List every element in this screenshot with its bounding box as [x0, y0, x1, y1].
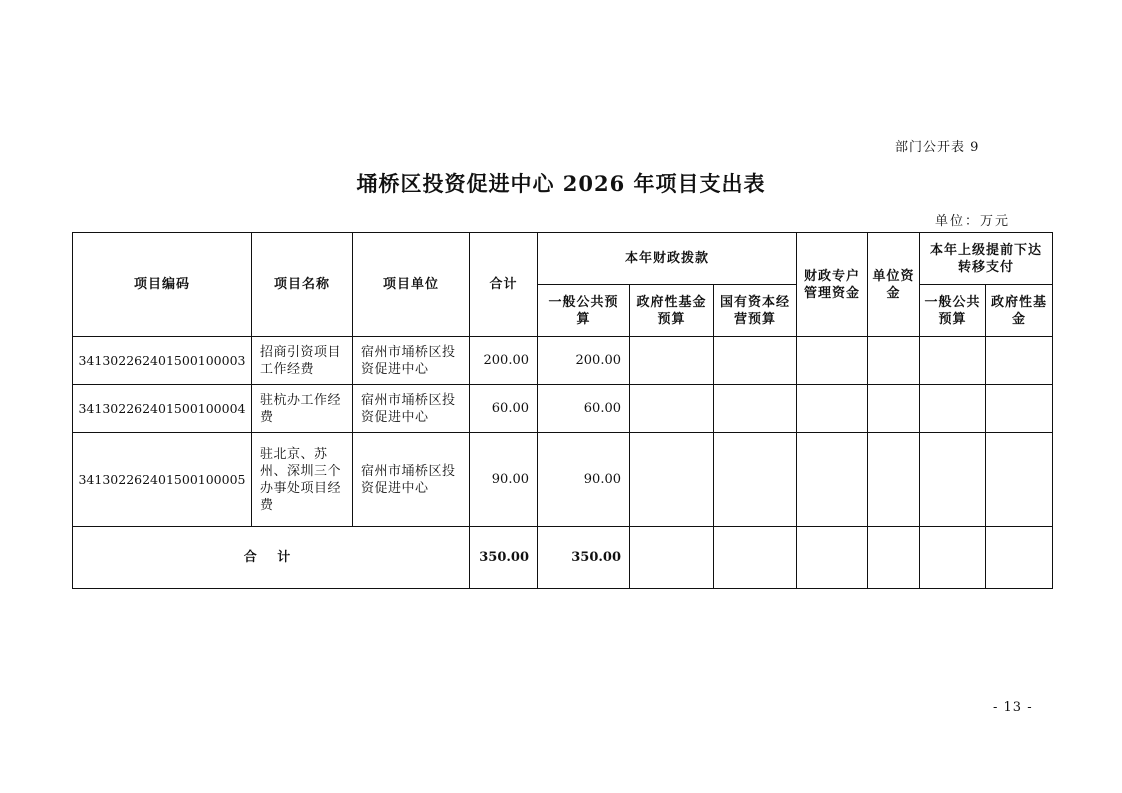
row-unit: 宿州市埇桥区投资促进中心 — [353, 337, 470, 385]
row-state-capital — [714, 337, 797, 385]
row-state-capital — [714, 385, 797, 433]
summary-special-account — [797, 527, 868, 589]
summary-total: 350.00 — [470, 527, 538, 589]
row-code: 341302262401500100003 — [73, 337, 252, 385]
row-general-budget: 90.00 — [538, 433, 630, 527]
row-gov-fund — [630, 433, 714, 527]
row-transfer-general — [920, 433, 986, 527]
summary-row — [73, 527, 1053, 589]
row-transfer-gov-fund — [986, 433, 1053, 527]
row-unit-funds — [868, 385, 920, 433]
table-label: 部门公开表 9 — [895, 140, 980, 155]
header-fiscal-group: 本年财政拨款 — [538, 233, 797, 285]
row-unit: 宿州市埇桥区投资促进中心 — [353, 433, 470, 527]
row-special-account — [797, 385, 868, 433]
header-unit: 项目单位 — [353, 233, 470, 337]
unit-label: 单位：万元 — [935, 214, 1011, 229]
row-name: 招商引资项目工作经费 — [252, 337, 353, 385]
project-expenditure-table — [72, 232, 1053, 589]
summary-state-capital — [714, 527, 797, 589]
row-code: 341302262401500100004 — [73, 385, 252, 433]
table-row — [73, 433, 1053, 527]
header-special-account: 财政专户管理资金 — [797, 233, 868, 337]
row-transfer-gov-fund — [986, 337, 1053, 385]
row-transfer-gov-fund — [986, 385, 1053, 433]
row-total: 60.00 — [470, 385, 538, 433]
header-gov-fund: 政府性基金预算 — [630, 285, 714, 337]
row-special-account — [797, 433, 868, 527]
page-number: - 13 - — [993, 700, 1033, 715]
header-unit-funds: 单位资金 — [868, 233, 920, 337]
row-general-budget: 200.00 — [538, 337, 630, 385]
header-code: 项目编码 — [73, 233, 252, 337]
row-state-capital — [714, 433, 797, 527]
summary-unit-funds — [868, 527, 920, 589]
header-transfer-general: 一般公共预算 — [920, 285, 986, 337]
header-transfer-group: 本年上级提前下达转移支付 — [920, 233, 1053, 285]
table-row — [73, 337, 1053, 385]
row-total: 200.00 — [470, 337, 538, 385]
row-total: 90.00 — [470, 433, 538, 527]
page-title: 埇桥区投资促进中心 2026 年项目支出表 — [356, 171, 766, 196]
row-name: 驻北京、苏州、深圳三个办事处项目经费 — [252, 433, 353, 527]
row-unit-funds — [868, 337, 920, 385]
row-transfer-general — [920, 337, 986, 385]
summary-gov-fund — [630, 527, 714, 589]
row-general-budget: 60.00 — [538, 385, 630, 433]
summary-general-budget: 350.00 — [538, 527, 630, 589]
row-gov-fund — [630, 337, 714, 385]
header-name: 项目名称 — [252, 233, 353, 337]
header-transfer-gov-fund: 政府性基金 — [986, 285, 1053, 337]
row-name: 驻杭办工作经费 — [252, 385, 353, 433]
row-unit: 宿州市埇桥区投资促进中心 — [353, 385, 470, 433]
table-row — [73, 385, 1053, 433]
row-code: 341302262401500100005 — [73, 433, 252, 527]
row-unit-funds — [868, 433, 920, 527]
summary-transfer-general — [920, 527, 986, 589]
header-general-budget: 一般公共预算 — [538, 285, 630, 337]
summary-transfer-gov-fund — [986, 527, 1053, 589]
header-total: 合计 — [470, 233, 538, 337]
summary-label: 合 计 — [73, 527, 470, 589]
row-gov-fund — [630, 385, 714, 433]
header-state-capital: 国有资本经营预算 — [714, 285, 797, 337]
row-transfer-general — [920, 385, 986, 433]
row-special-account — [797, 337, 868, 385]
